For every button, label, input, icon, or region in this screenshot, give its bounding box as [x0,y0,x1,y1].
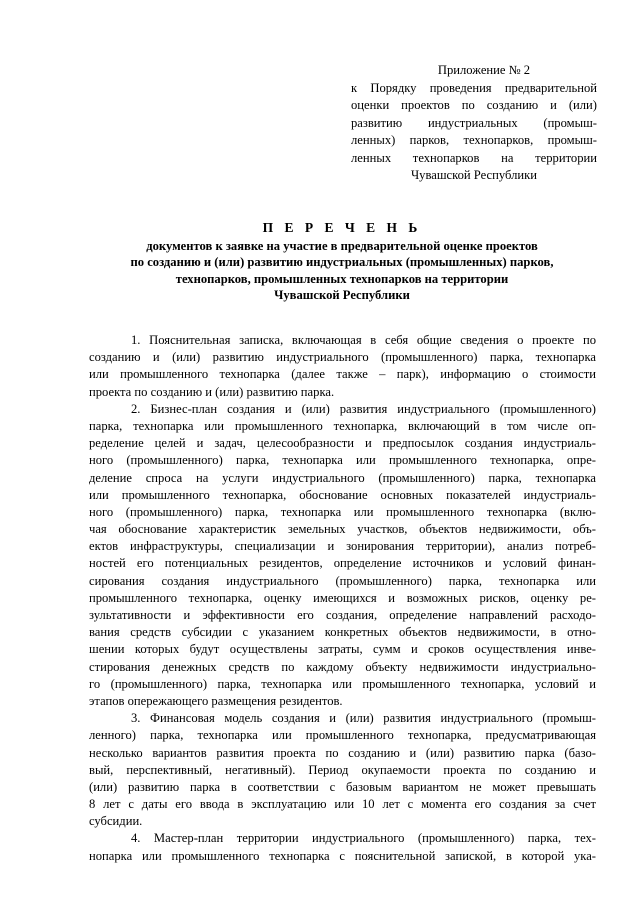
paragraph-line: вый, перспективный, негативный). Период окупаемости проекта по созданию и [89,762,596,777]
paragraph-line: шении которых будут осуществлены затраты, сумм и сроков осуществления инве- [89,642,596,657]
paragraph-line: субсидии. [89,814,143,829]
document-body [89,332,596,865]
paragraph-line: или промышленного технопарка, обоснование основных показателей индустриаль- [89,487,596,502]
paragraph-line: промышленного технопарка, оценку имеющихся и возможных рисков, оценку ре- [89,590,596,605]
paragraph-line: вания средств субсидии с указанием конкретных объектов недвижимости, в отно- [89,625,596,640]
paragraph-line: парка, технопарка или промышленного технопарка, включающий в том числе оп- [89,418,596,433]
paragraph-line: ностей его потенциальных резидентов, определение источников и условий финан- [89,556,596,571]
paragraph-line: го (промышленного) парка, технопарка или промышленного технопарка, условий и [89,676,596,691]
document-heading [90,218,594,304]
paragraph [89,710,596,830]
heading-line: технопарков, промышленных технопарков на территории [175,271,509,286]
paragraph-line: стирования денежных средств по каждому объекту недвижимости индустриально- [89,659,596,674]
paragraph-line: ленного) парка, технопарка или промышленного технопарка, предусматривающая [89,728,596,743]
appendix-title: Приложение № 2 [437,63,531,77]
paragraph-line: нопарка или промышленного технопарка с пояснительной запиской, в которой ука- [89,848,596,863]
paragraph-line: деление спроса на услуги индустриального (промышленного) парка, технопарка [89,470,596,485]
paragraph [89,401,596,710]
appendix-line: ленных) парков, технопарков, промыш- [351,133,597,147]
appendix-body [351,80,597,185]
appendix-annotation [351,62,597,185]
paragraph-line: ределение целей и задач, целесообразности и предпосылок создания индустриаль- [89,436,596,451]
paragraph-line: ного (промышленного) парка, технопарка или промышленного технопарка (вклю- [89,504,596,519]
paragraph-line: чая обоснование характеристик земельных участков, объектов недвижимости, объ- [89,522,596,537]
paragraph [89,830,596,864]
paragraph [89,332,596,401]
appendix-line: развитию индустриальных (промыш- [351,115,597,130]
heading-line: документов к заявке на участие в предварительной оценке проектов [146,239,538,253]
paragraph-line: проекта по созданию и (или) развитию парка. [89,384,335,399]
heading-title: П Е Р Е Ч Е Н Ь [262,220,422,235]
paragraph-line: 4. Мастер-план территории индустриального (промышленного) парка, тех- [131,831,596,846]
paragraph-line: несколько вариантов развития проекта по созданию и (или) развитию парка (базо- [89,745,596,760]
paragraph-line: (или) развитию парка в соответствии с базовым вариантом не может превышать [89,779,596,794]
paragraph-line: ного (промышленного) парка, технопарка или промышленного технопарка, опре- [89,453,596,468]
paragraph-line: 8 лет с даты его ввода в эксплуатацию или 10 лет с момента его создания за счет [89,797,596,812]
paragraph-line: 2. Бизнес-план создания и (или) развития индустриального (промышленного) [131,401,596,416]
paragraph-line: или промышленного технопарка (далее также – парк), информацию о стоимости [89,367,596,382]
paragraph-line: этапов опережающего размещения резидентов. [89,693,343,708]
paragraph-line: зультативности и эффективности его создания, определение направлений расходо- [89,608,596,622]
paragraph-line: 1. Пояснительная записка, включающая в себя общие сведения о проекте по [131,333,596,347]
heading-line: по созданию и (или) развитию индустриальных (промышленных) парков, [130,255,554,270]
paragraph-line: созданию и (или) развитию индустриального (промышленного) парка, технопарка [89,350,596,365]
heading-line: Чувашской Республики [274,288,410,303]
appendix-line: ленных технопарков на территории [351,150,597,165]
paragraph-line: 3. Финансовая модель создания и (или) развития индустриального (промыш- [131,711,596,726]
paragraph-line: сирования создания индустриального (промышленного) парка, технопарка или [89,573,596,588]
appendix-line: оценки проектов по созданию и (или) [351,98,597,112]
appendix-line: Чувашской Республики [411,168,537,182]
appendix-line: к Порядку проведения предварительной [351,80,597,95]
paragraph-line: ектов инфраструктуры, специализации и зонирования территории), анализ потреб- [89,539,596,554]
